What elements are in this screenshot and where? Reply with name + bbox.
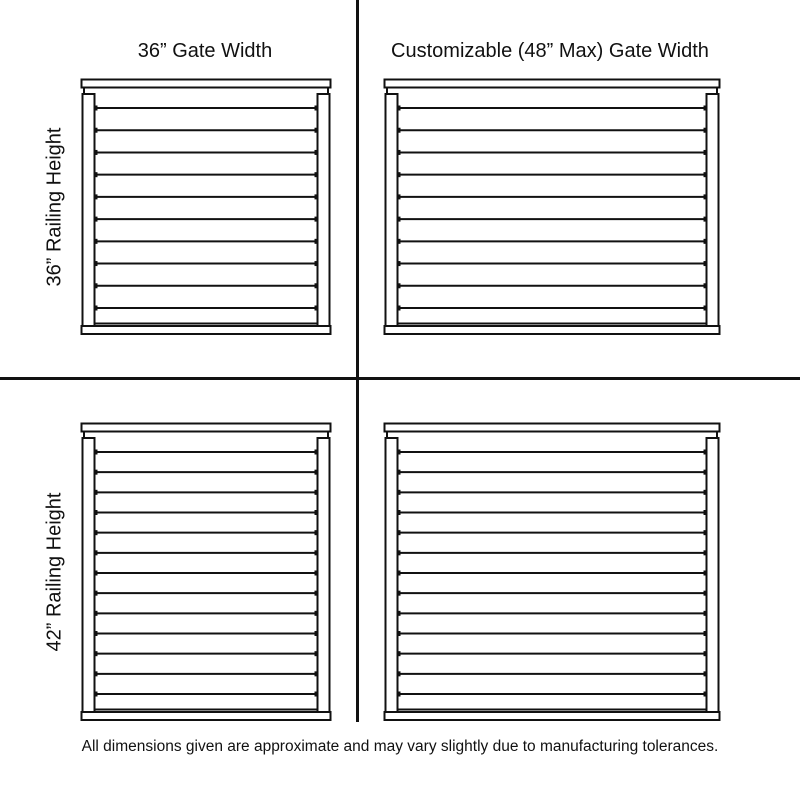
rail-fitting-right xyxy=(704,194,707,199)
rail-fitting-left xyxy=(95,172,98,177)
rail-fitting-right xyxy=(315,128,318,133)
rail-fitting-right xyxy=(704,651,707,656)
rail-fitting-right xyxy=(315,470,318,475)
row-header-42-height: 42” Railing Height xyxy=(43,492,66,652)
rail-fitting-right xyxy=(704,530,707,535)
gate-48w-36h xyxy=(383,78,721,336)
rail-fitting-right xyxy=(315,510,318,515)
rail-fitting-right xyxy=(704,611,707,616)
rail-fitting-left xyxy=(398,128,401,133)
rail-fitting-right xyxy=(704,150,707,155)
left-post xyxy=(83,94,95,328)
rail-fitting-left xyxy=(95,571,98,576)
rail-fitting-left xyxy=(398,217,401,222)
gate-frame xyxy=(387,432,717,710)
rail-fitting-right xyxy=(704,631,707,636)
rail-fitting-left xyxy=(95,128,98,133)
rail-fitting-right xyxy=(315,217,318,222)
top-cap xyxy=(385,424,720,432)
rail-fitting-left xyxy=(398,172,401,177)
disclaimer-footnote: All dimensions given are approximate and may vary slightly due to manufacturing tolerances. xyxy=(81,738,719,755)
rail-fitting-left xyxy=(95,283,98,288)
rail-fitting-left xyxy=(398,631,401,636)
rail-fitting-left xyxy=(95,591,98,596)
right-post xyxy=(707,438,719,714)
rail-fitting-left xyxy=(95,490,98,495)
rail-fitting-left xyxy=(95,450,98,455)
rail-fitting-left xyxy=(95,510,98,515)
bottom-rail xyxy=(385,712,720,720)
rail-fitting-right xyxy=(704,450,707,455)
rail-fitting-right xyxy=(315,106,318,111)
rail-fitting-right xyxy=(315,671,318,676)
rail-fitting-right xyxy=(315,150,318,155)
rail-fitting-left xyxy=(398,150,401,155)
rail-fitting-right xyxy=(704,490,707,495)
rail-fitting-left xyxy=(95,194,98,199)
row-header-36-height: 36” Railing Height xyxy=(43,127,66,287)
rail-fitting-right xyxy=(315,172,318,177)
left-post xyxy=(386,94,398,328)
rail-fitting-right xyxy=(704,571,707,576)
rail-fitting-left xyxy=(95,631,98,636)
top-cap xyxy=(82,80,331,88)
rail-fitting-left xyxy=(398,450,401,455)
rail-fitting-left xyxy=(398,692,401,697)
rail-fitting-left xyxy=(398,306,401,311)
rail-fitting-right xyxy=(315,261,318,266)
rail-fitting-right xyxy=(704,261,707,266)
bottom-rail xyxy=(82,712,331,720)
left-post xyxy=(83,438,95,714)
rail-fitting-left xyxy=(95,671,98,676)
rail-fitting-left xyxy=(398,530,401,535)
rail-fitting-left xyxy=(398,651,401,656)
rail-fitting-right xyxy=(315,239,318,244)
rail-fitting-right xyxy=(704,550,707,555)
rail-fitting-right xyxy=(315,550,318,555)
rail-fitting-left xyxy=(398,239,401,244)
top-cap xyxy=(385,80,720,88)
rail-fitting-right xyxy=(704,671,707,676)
rail-fitting-left xyxy=(95,306,98,311)
rail-fitting-left xyxy=(398,671,401,676)
rail-fitting-right xyxy=(704,591,707,596)
gate-36w-42h xyxy=(80,422,332,722)
column-header-48-width: Customizable (48” Max) Gate Width xyxy=(391,40,709,62)
rail-fitting-left xyxy=(398,611,401,616)
rail-fitting-left xyxy=(398,591,401,596)
rail-fitting-right xyxy=(315,611,318,616)
rail-fitting-left xyxy=(95,239,98,244)
gate-frame xyxy=(387,88,717,324)
gate-frame xyxy=(84,88,328,324)
column-header-36-width: 36” Gate Width xyxy=(137,40,273,62)
rail-fitting-right xyxy=(315,651,318,656)
rail-fitting-left xyxy=(95,550,98,555)
rail-fitting-right xyxy=(704,239,707,244)
rail-fitting-right xyxy=(704,128,707,133)
bottom-rail xyxy=(82,326,331,334)
gate-frame xyxy=(84,432,328,710)
rail-fitting-left xyxy=(95,470,98,475)
right-post xyxy=(318,94,330,328)
rail-fitting-left xyxy=(398,470,401,475)
rail-fitting-left xyxy=(95,150,98,155)
rail-fitting-left xyxy=(95,217,98,222)
rail-fitting-left xyxy=(398,571,401,576)
rail-fitting-left xyxy=(398,490,401,495)
vertical-divider xyxy=(356,0,359,722)
rail-fitting-right xyxy=(315,490,318,495)
right-post xyxy=(707,94,719,328)
rail-fitting-right xyxy=(704,172,707,177)
rail-fitting-left xyxy=(95,261,98,266)
top-cap xyxy=(82,424,331,432)
rail-fitting-right xyxy=(704,283,707,288)
rail-fitting-right xyxy=(315,306,318,311)
rail-fitting-right xyxy=(704,470,707,475)
rail-fitting-right xyxy=(704,692,707,697)
rail-fitting-left xyxy=(95,611,98,616)
rail-fitting-right xyxy=(704,217,707,222)
rail-fitting-right xyxy=(315,631,318,636)
rail-fitting-right xyxy=(704,106,707,111)
rail-fitting-right xyxy=(704,510,707,515)
gate-48w-42h xyxy=(383,422,721,722)
rail-fitting-left xyxy=(95,530,98,535)
rail-fitting-left xyxy=(95,692,98,697)
rail-fitting-right xyxy=(315,450,318,455)
right-post xyxy=(318,438,330,714)
rail-fitting-right xyxy=(704,306,707,311)
rail-fitting-left xyxy=(398,510,401,515)
rail-fitting-right xyxy=(315,571,318,576)
rail-fitting-left xyxy=(398,194,401,199)
rail-fitting-right xyxy=(315,591,318,596)
rail-fitting-left xyxy=(398,261,401,266)
bottom-rail xyxy=(385,326,720,334)
rail-fitting-left xyxy=(95,651,98,656)
rail-fitting-left xyxy=(398,283,401,288)
rail-fitting-left xyxy=(95,106,98,111)
rail-fitting-left xyxy=(398,550,401,555)
rail-fitting-right xyxy=(315,283,318,288)
rail-fitting-left xyxy=(398,106,401,111)
gate-36w-36h xyxy=(80,78,332,336)
rail-fitting-right xyxy=(315,194,318,199)
left-post xyxy=(386,438,398,714)
rail-fitting-right xyxy=(315,692,318,697)
rail-fitting-right xyxy=(315,530,318,535)
horizontal-divider xyxy=(0,377,800,380)
